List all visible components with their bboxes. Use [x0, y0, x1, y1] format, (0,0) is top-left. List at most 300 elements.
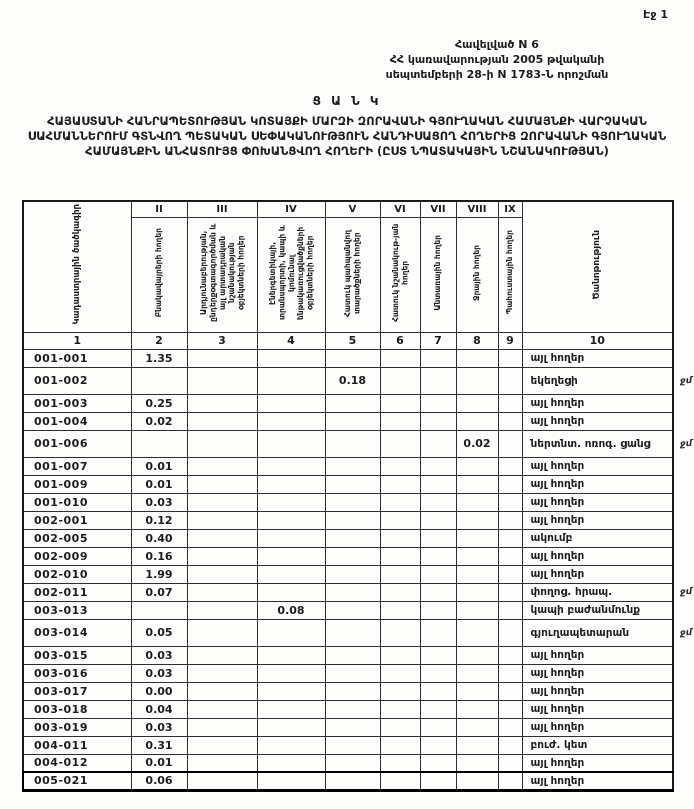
value-cell [380, 772, 420, 790]
value-cell [456, 736, 498, 754]
value-cell [257, 646, 325, 664]
value-cell [380, 664, 420, 682]
value-cell [325, 583, 380, 601]
value-cell: 0.05 [131, 619, 187, 646]
value-cell: 0.02 [456, 430, 498, 457]
table-row [23, 619, 673, 646]
value-cell [380, 367, 420, 394]
value-cell [498, 394, 522, 412]
value-cell [420, 412, 456, 430]
column-header-cell: Ջրային հողեր [456, 217, 498, 332]
note-text: բուժ. կետ [530, 739, 588, 751]
value-cell [380, 736, 420, 754]
annex-line: ՀՀ կառավարության 2005 թվականի [389, 52, 605, 66]
value-cell [325, 664, 380, 682]
note-text: այլ հողեր [530, 649, 585, 661]
column-header-cell: Պահուստային հողեր [498, 217, 522, 332]
value-cell [325, 754, 380, 772]
value-cell [456, 664, 498, 682]
table-body [23, 349, 693, 790]
table-row [23, 682, 673, 700]
value-cell [187, 367, 257, 394]
value-cell [420, 367, 456, 394]
value-cell [456, 601, 498, 619]
value-cell [456, 772, 498, 790]
table-row [23, 349, 673, 367]
value-cell [456, 529, 498, 547]
table-row [23, 430, 673, 457]
note-cell [522, 601, 673, 619]
note-text: եկեղեցի [530, 374, 578, 387]
note-cell [522, 529, 673, 547]
value-cell [456, 754, 498, 772]
title-body: ՀԱՅԱՍՏԱՆԻ ՀԱՆՐԱՊԵՏՈՒԹՅԱՆ ԿՈՏԱՅՔԻ ՄԱՐԶԻ ԶՈՐԱՎԱՆԻ ԳՅՈՒՂԱԿԱՆ ՀԱՄԱՅՆՔԻ ՎԱՐՉԱԿԱՆ ՍԱՀՄԱՆՆԵՐՈՒՄ ԳՏՆՎՈՂ ՊԵՏԱԿԱՆ ՍԵՓԱԿԱՆՈՒԹՅՈՒՆ ՀԱՆԴԻՍԱՑՈՂ ՀՈՂԵՐԻՑ ԶՈՐԱՎԱՆԻ ԳՅՈՒՂԱԿԱՆ ՀԱՄԱՅՆՔԻՆ ԱՆՀԱՏՈՒՅՑ ՓՈԽԱՆՑՎՈՂ ՀՈՂԵՐԻ (ԸՍՏ ՆՊԱՏԱԿԱՅԻՆ ՆՇԱՆԱԿՈՒԹՅԱՆ) [27, 114, 667, 159]
note-text: այլ հողեր [530, 460, 585, 472]
roman-numeral-cell: III [187, 201, 257, 217]
column-number-cell: 3 [187, 332, 257, 349]
value-cell [131, 430, 187, 457]
cadastral-code-cell: 005-021 [23, 772, 131, 790]
value-cell [420, 565, 456, 583]
note-header: Ծանոթություն [522, 201, 673, 332]
note-cell [522, 547, 673, 565]
value-cell [380, 430, 420, 457]
value-cell [456, 565, 498, 583]
value-cell [257, 511, 325, 529]
value-cell [325, 493, 380, 511]
note-cell [522, 664, 673, 682]
value-cell [187, 547, 257, 565]
value-cell [187, 664, 257, 682]
note-cell [522, 394, 673, 412]
table-header [23, 201, 673, 349]
value-cell [380, 682, 420, 700]
value-cell [420, 547, 456, 565]
value-cell [325, 619, 380, 646]
value-cell: 0.06 [131, 772, 187, 790]
value-cell [498, 349, 522, 367]
value-cell [498, 664, 522, 682]
value-cell [187, 772, 257, 790]
document-title [17, 94, 677, 160]
value-cell [498, 412, 522, 430]
value-cell: 0.03 [131, 493, 187, 511]
value-cell [456, 475, 498, 493]
note-text: այլ հողեր [530, 550, 585, 562]
roman-numeral-cell: VII [420, 201, 456, 217]
value-cell: 0.00 [131, 682, 187, 700]
note-cell [522, 682, 673, 700]
cadastral-code-cell: 002-010 [23, 565, 131, 583]
value-cell [420, 772, 456, 790]
cadastral-code-cell: 001-002 [23, 367, 131, 394]
value-cell [325, 646, 380, 664]
value-cell [257, 583, 325, 601]
value-cell: 0.40 [131, 529, 187, 547]
value-cell [187, 700, 257, 718]
value-cell [325, 565, 380, 583]
table-row [23, 583, 673, 601]
table-row [23, 394, 673, 412]
annex-block [334, 38, 660, 83]
value-cell [257, 412, 325, 430]
table-row [23, 646, 673, 664]
value-cell [456, 682, 498, 700]
column-number-cell: 1 [23, 332, 131, 349]
note-cell [522, 457, 673, 475]
value-cell [380, 619, 420, 646]
value-cell [498, 457, 522, 475]
value-cell [420, 475, 456, 493]
value-cell [498, 772, 522, 790]
value-cell [420, 457, 456, 475]
column-header-cell: Անտառային հողեր [420, 217, 456, 332]
value-cell [257, 772, 325, 790]
value-cell [257, 565, 325, 583]
value-cell [187, 394, 257, 412]
value-cell [456, 349, 498, 367]
value-cell [498, 565, 522, 583]
value-cell [187, 349, 257, 367]
value-cell [498, 475, 522, 493]
note-cell [522, 565, 673, 583]
table-row [23, 736, 673, 754]
value-cell [325, 601, 380, 619]
value-cell [325, 412, 380, 430]
cadastral-code-cell: 003-017 [23, 682, 131, 700]
note-text: այլ հողեր [530, 514, 585, 526]
table-row [23, 754, 673, 772]
note-text: այլ հողեր [530, 478, 585, 490]
cadastral-code-cell: 001-003 [23, 394, 131, 412]
value-cell [380, 529, 420, 547]
value-cell [380, 547, 420, 565]
handwritten-mark: ջմ [679, 438, 693, 450]
cadastral-code-cell: 001-007 [23, 457, 131, 475]
value-cell [257, 529, 325, 547]
value-cell [498, 367, 522, 394]
value-cell: 0.16 [131, 547, 187, 565]
roman-numeral-cell: VIII [456, 201, 498, 217]
cadastral-code-cell: 004-011 [23, 736, 131, 754]
note-cell [522, 772, 673, 790]
value-cell [187, 601, 257, 619]
value-cell [420, 583, 456, 601]
column-number-cell: 10 [522, 332, 673, 349]
value-cell [420, 619, 456, 646]
roman-numeral-cell: IV [257, 201, 325, 217]
cadastral-code-cell: 004-012 [23, 754, 131, 772]
column-number-cell: 4 [257, 332, 325, 349]
value-cell [380, 349, 420, 367]
value-cell [498, 493, 522, 511]
note-cell [522, 718, 673, 736]
value-cell [325, 430, 380, 457]
value-cell [325, 736, 380, 754]
value-cell [325, 349, 380, 367]
value-cell: 0.03 [131, 664, 187, 682]
note-text: փողոց. հրապ. [530, 586, 613, 598]
value-cell [420, 718, 456, 736]
cadastral-code-cell: 001-009 [23, 475, 131, 493]
value-cell [257, 457, 325, 475]
value-cell [420, 394, 456, 412]
value-cell [325, 394, 380, 412]
value-cell [325, 457, 380, 475]
note-cell [522, 475, 673, 493]
title-heading: Ց Ա Ն Կ [312, 94, 382, 108]
table-row [23, 700, 673, 718]
value-cell [420, 682, 456, 700]
note-cell [522, 700, 673, 718]
value-cell: 0.31 [131, 736, 187, 754]
value-cell [456, 412, 498, 430]
value-cell [456, 457, 498, 475]
value-cell [380, 565, 420, 583]
value-cell: 0.02 [131, 412, 187, 430]
note-cell [522, 736, 673, 754]
value-cell [498, 547, 522, 565]
value-cell [498, 718, 522, 736]
table-row [23, 529, 673, 547]
table-row [23, 367, 673, 394]
column-number-row [23, 332, 673, 349]
value-cell [380, 754, 420, 772]
note-cell [522, 412, 673, 430]
value-cell [456, 367, 498, 394]
table-row [23, 547, 673, 565]
note-text: այլ հողեր [530, 397, 585, 409]
value-cell [187, 529, 257, 547]
handwritten-mark: ջմ [679, 375, 693, 387]
note-text: կապի բաժանմունք [530, 604, 641, 616]
table-row [23, 511, 673, 529]
value-cell [257, 754, 325, 772]
value-cell [498, 511, 522, 529]
value-cell [380, 646, 420, 664]
note-cell [522, 511, 673, 529]
value-cell [498, 529, 522, 547]
value-cell [187, 430, 257, 457]
cadastral-code-cell: 002-011 [23, 583, 131, 601]
value-cell: 0.07 [131, 583, 187, 601]
note-cell [522, 349, 673, 367]
value-cell: 1.35 [131, 349, 187, 367]
cadastral-code-cell: 001-001 [23, 349, 131, 367]
value-cell: 0.03 [131, 718, 187, 736]
value-cell [325, 529, 380, 547]
value-cell [187, 493, 257, 511]
value-cell [187, 754, 257, 772]
note-text: այլ հողեր [530, 496, 585, 508]
value-cell [257, 493, 325, 511]
column-header-cell: Արդյունաբերության, ընդերքօգտագործման և այլ արտադրական նշանակության օբյեկտների հողեր [187, 217, 257, 332]
note-text: այլ հողեր [530, 685, 585, 697]
value-cell [420, 700, 456, 718]
value-cell: 1.99 [131, 565, 187, 583]
value-cell [380, 718, 420, 736]
annex-line: Հավելված N 6 [455, 38, 539, 51]
value-cell [498, 736, 522, 754]
value-cell [187, 565, 257, 583]
cadastral-code-cell: 003-016 [23, 664, 131, 682]
value-cell: 0.01 [131, 457, 187, 475]
handwritten-mark: ջմ [679, 586, 693, 598]
value-cell [456, 700, 498, 718]
value-cell [187, 682, 257, 700]
value-cell [498, 754, 522, 772]
value-cell [420, 493, 456, 511]
note-text: ակումբ [530, 532, 573, 544]
roman-numeral-cell: IX [498, 201, 522, 217]
value-cell [257, 547, 325, 565]
value-cell [257, 736, 325, 754]
note-cell [522, 619, 693, 646]
value-cell [380, 475, 420, 493]
value-cell [257, 682, 325, 700]
value-cell [456, 511, 498, 529]
value-cell [420, 430, 456, 457]
value-cell [257, 367, 325, 394]
value-cell [456, 619, 498, 646]
table-row [23, 718, 673, 736]
cadastral-code-cell: 003-013 [23, 601, 131, 619]
value-cell [380, 457, 420, 475]
note-cell [522, 430, 693, 457]
value-cell [187, 646, 257, 664]
value-cell: 0.01 [131, 475, 187, 493]
page-number: Էջ 1 [643, 8, 668, 21]
value-cell [420, 529, 456, 547]
roman-numeral-cell: II [131, 201, 187, 217]
note-text: այլ հողեր [530, 703, 585, 715]
value-cell [325, 772, 380, 790]
value-cell [257, 619, 325, 646]
column-header-cell: Էներգետիկայի, տրանսպորտի, կապի և կոմունալ ենթակառուցվածքների օբյեկտների հողեր [257, 217, 325, 332]
note-text: այլ հողեր [530, 774, 585, 787]
value-cell [257, 700, 325, 718]
value-cell [257, 475, 325, 493]
column-header-cell: Հատուկ պահպանվող տարածքների հողեր [325, 217, 380, 332]
value-cell [325, 511, 380, 529]
value-cell: 0.12 [131, 511, 187, 529]
cadastral-code-cell: 003-015 [23, 646, 131, 664]
cadastral-code-header: Կադաստրային ծածկագիր [23, 201, 131, 332]
value-cell: 0.25 [131, 394, 187, 412]
value-cell [257, 718, 325, 736]
column-number-cell: 5 [325, 332, 380, 349]
value-cell [187, 412, 257, 430]
note-text: գյուղապետարան [530, 626, 630, 639]
value-cell [456, 547, 498, 565]
value-cell: 0.03 [131, 646, 187, 664]
value-cell [420, 664, 456, 682]
value-cell [380, 394, 420, 412]
value-cell [380, 583, 420, 601]
value-cell [456, 646, 498, 664]
value-cell [187, 511, 257, 529]
cadastral-code-cell: 003-014 [23, 619, 131, 646]
note-text: այլ հողեր [530, 721, 585, 733]
cadastral-code-cell: 001-006 [23, 430, 131, 457]
note-cell [522, 493, 673, 511]
value-cell [325, 475, 380, 493]
value-cell [325, 682, 380, 700]
value-cell [498, 619, 522, 646]
value-cell [380, 412, 420, 430]
value-cell [187, 475, 257, 493]
note-cell [522, 367, 693, 394]
cadastral-code-cell: 003-019 [23, 718, 131, 736]
annex-line: սեպտեմբերի 28-ի N 1783-Ն որոշման [385, 67, 609, 81]
roman-numeral-cell: V [325, 201, 380, 217]
table-row [23, 475, 673, 493]
value-cell [131, 601, 187, 619]
value-cell [131, 367, 187, 394]
table-row [23, 565, 673, 583]
note-text: այլ հողեր [530, 667, 585, 679]
table-row [23, 457, 673, 475]
value-cell [498, 646, 522, 664]
column-number-cell: 9 [498, 332, 522, 349]
value-cell [187, 457, 257, 475]
value-cell: 0.01 [131, 754, 187, 772]
value-cell [420, 754, 456, 772]
value-cell [257, 394, 325, 412]
value-cell [187, 736, 257, 754]
note-text: այլ հողեր [530, 415, 585, 427]
value-cell [420, 349, 456, 367]
value-cell [420, 601, 456, 619]
table-row [23, 772, 673, 790]
value-cell [325, 547, 380, 565]
value-cell [257, 664, 325, 682]
column-number-cell: 7 [420, 332, 456, 349]
value-cell [325, 700, 380, 718]
value-cell [498, 700, 522, 718]
column-header-cell: Բնակավայրերի հողեր [131, 217, 187, 332]
value-cell [380, 511, 420, 529]
value-cell [420, 511, 456, 529]
value-cell: 0.04 [131, 700, 187, 718]
cadastral-code-cell: 002-005 [23, 529, 131, 547]
note-cell [522, 646, 673, 664]
note-text: այլ հողեր [530, 756, 585, 769]
table-row [23, 601, 673, 619]
value-cell: 0.08 [257, 601, 325, 619]
handwritten-mark: ջմ [679, 627, 693, 639]
note-text: այլ հողեր [530, 352, 585, 364]
value-cell [456, 394, 498, 412]
value-cell [420, 736, 456, 754]
value-cell [498, 682, 522, 700]
value-cell [498, 601, 522, 619]
value-cell [325, 718, 380, 736]
value-cell [380, 601, 420, 619]
note-text: այլ հողեր [530, 568, 585, 580]
value-cell [498, 583, 522, 601]
cadastral-code-cell: 001-010 [23, 493, 131, 511]
value-cell [187, 583, 257, 601]
cadastral-code-cell: 001-004 [23, 412, 131, 430]
column-number-cell: 6 [380, 332, 420, 349]
value-cell [380, 700, 420, 718]
value-cell [456, 583, 498, 601]
value-cell [380, 493, 420, 511]
table-row [23, 493, 673, 511]
note-cell [522, 754, 673, 772]
table-row [23, 664, 673, 682]
